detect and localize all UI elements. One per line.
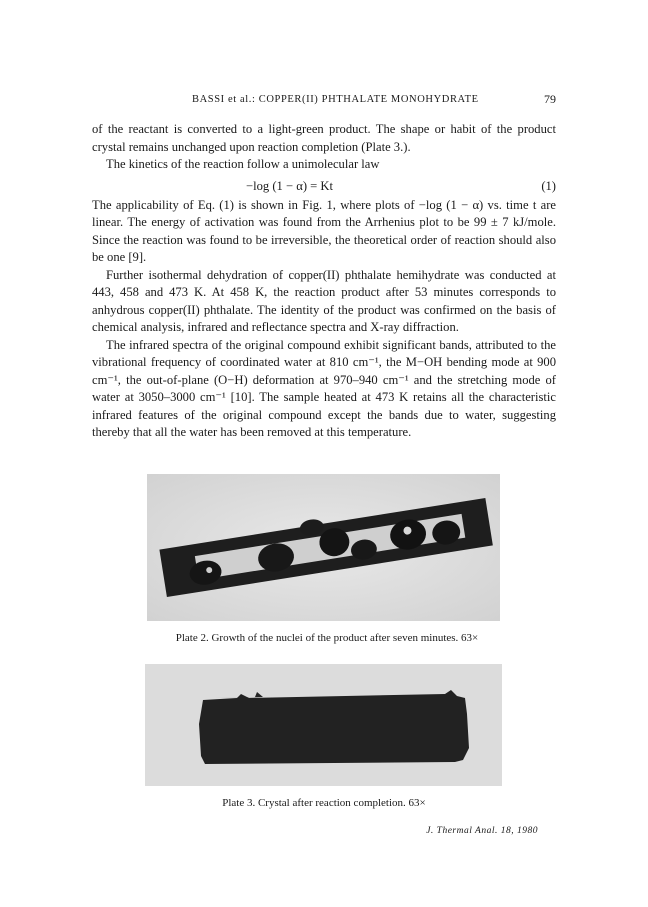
plate-2-micrograph xyxy=(147,474,500,621)
equation-1 xyxy=(92,175,556,197)
paragraph: The applicability of Eq. (1) is shown in Fig. 1, where plots of −log (1 − α) vs. time t are linear. The energy of activation was found from the Arrhenius plot to be 99 ± 7 kJ/mole. Since the reaction was found to be irreversible, the theoretical order of reaction should also be one [9]. xyxy=(92,197,556,264)
plate-2-image xyxy=(147,474,500,621)
running-title: BASSI et al.: COPPER(II) PHTHALATE MONOHYDRATE xyxy=(192,94,479,105)
plate-3-caption: Plate 3. Crystal after reaction completion. 63× xyxy=(222,797,426,809)
equation-body: −log (1 − α) = Kt xyxy=(246,178,334,193)
plate-3-micrograph xyxy=(145,664,502,786)
equation-number: (1) xyxy=(541,178,556,193)
paragraph: The kinetics of the reaction follow a unimolecular law xyxy=(106,157,380,171)
body-text xyxy=(92,121,556,442)
paragraph: of the reactant is converted to a light-green product. The shape or habit of the product crystal remains unchanged upon reaction completion (Plate 3.). xyxy=(92,122,556,154)
plate-2-caption: Plate 2. Growth of the nuclei of the product after seven minutes. 63× xyxy=(175,632,479,644)
paragraph: Further isothermal dehydration of copper(II) phthalate hemihydrate was conducted at 443, 458 and 473 K. At 458 K, the reaction product after 53 minutes corresponds to anhydrous copper(II) phthalate. The identity of the product was confirmed on the basis of chemical analysis, infrared and reflectance spectra and X-ray diffraction. xyxy=(92,267,556,334)
paragraph: The infrared spectra of the original compound exhibit significant bands, attributed to the vibrational frequency of coordinated water at 810 cm⁻¹, the M−OH bending mode at 900 cm⁻¹, the out-of-plane (O−H) deformation at 970–940 cm⁻¹ and the stretching mode of water at 3050–3000 cm⁻¹ [10]. The sample heated at 473 K retains all the characteristic infrared features of the original compound except the bands due to water, suggesting thereby that all the water has been removed at this temperature. xyxy=(92,337,556,439)
page-number: 79 xyxy=(544,92,556,106)
plate-3-image xyxy=(145,664,502,786)
journal-footer: J. Thermal Anal. 18, 1980 xyxy=(426,826,538,836)
